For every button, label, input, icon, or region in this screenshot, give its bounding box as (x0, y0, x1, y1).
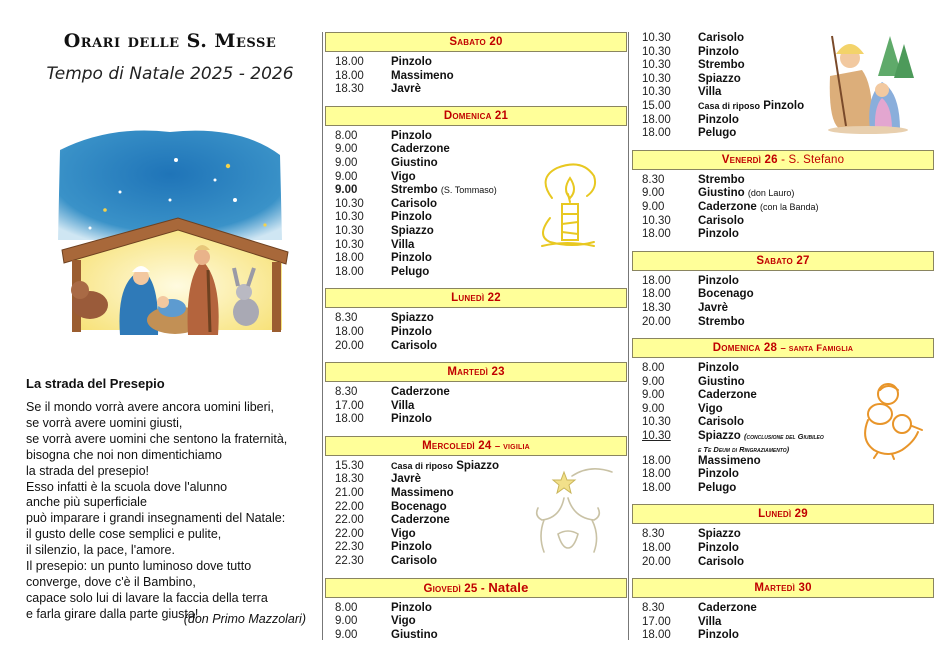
mass-place-cell (698, 629, 739, 643)
mass-place: Spiazzo (698, 528, 741, 541)
mass-place-cell (391, 56, 432, 70)
mass-place-cell (391, 83, 421, 97)
mass-place: Vigo (698, 402, 723, 415)
mass-row (632, 187, 934, 201)
mass-place: Pinzolo (763, 99, 805, 112)
mass-time: 20.00 (642, 315, 671, 328)
mass-time: 10.30 (642, 214, 671, 227)
mass-time: 18.00 (642, 629, 671, 642)
poem-line: converge, dove c'è il Bambino, (26, 574, 196, 589)
mass-place-cell (698, 455, 761, 469)
mass-time: 18.00 (335, 252, 364, 265)
day-header-label: Martedì 30 (754, 582, 812, 595)
poem-line: Se il mondo vorrà avere ancora uomini liberi, (26, 400, 275, 414)
day-header-label: Lunedì 22 (451, 292, 501, 305)
mass-time: 10.30 (642, 72, 671, 85)
day-header-label: Domenica 28 (712, 342, 778, 355)
mass-place-cell (391, 528, 416, 542)
mass-row (325, 130, 627, 144)
mass-place-cell (391, 239, 414, 253)
mass-place: Villa (391, 399, 415, 412)
mass-place-cell (391, 555, 437, 569)
mass-place-cell (698, 430, 824, 444)
mass-time: 8.00 (335, 129, 358, 142)
mass-place: Caderzone (698, 200, 757, 213)
mass-time: 22.30 (335, 555, 364, 568)
poem-line: Esso infatti è la scuola dove l'alunno (26, 479, 228, 494)
mass-row (325, 326, 627, 340)
mass-place: Pinzolo (391, 129, 432, 142)
poem-line: se vorrà avere uomini che sentono la fraternità, (26, 431, 288, 446)
day-header (325, 436, 627, 456)
mass-row (325, 83, 627, 97)
day-header (632, 578, 934, 598)
day-header-label: Martedì 23 (447, 366, 505, 379)
mass-time: 18.00 (642, 481, 671, 494)
mass-place: Massimeno (391, 487, 454, 500)
mass-place: Pinzolo (391, 541, 432, 554)
day-header (632, 504, 934, 524)
mass-place-cell (698, 556, 744, 570)
mass-row (632, 201, 934, 215)
mass-time: 18.00 (642, 542, 671, 555)
day-header-label: Mercoledì 24 (422, 439, 492, 452)
day-header-subtitle: Natale (488, 579, 529, 595)
mass-time: 9.00 (335, 628, 358, 641)
mass-row (325, 629, 627, 643)
mass-time: 18.00 (642, 228, 671, 241)
mass-row (325, 413, 627, 427)
mass-place-cell (391, 130, 432, 144)
nativity-star-icon (530, 458, 615, 553)
shepherd-illustration (820, 26, 915, 136)
mass-row (325, 340, 627, 354)
mass-time: 10.30 (642, 86, 671, 99)
mass-place-cell (391, 225, 434, 239)
mass-place: Villa (391, 238, 415, 251)
mass-place-cell (391, 602, 432, 616)
mass-place-cell (698, 482, 736, 496)
mass-place-cell (391, 312, 434, 326)
mass-place: Carisolo (391, 197, 438, 210)
mass-note: (don Lauro) (747, 188, 795, 199)
mass-place: Pinzolo (391, 211, 432, 224)
mass-row (325, 70, 627, 84)
mass-place: Pinzolo (391, 56, 432, 68)
mass-time: 18.00 (642, 274, 671, 287)
day-header-label: Lunedì 29 (758, 508, 808, 521)
mass-place: Spiazzo (391, 224, 434, 237)
mass-row (632, 528, 934, 542)
mass-place: Vigo (391, 615, 416, 628)
mass-time: 18.30 (642, 301, 671, 314)
mass-time: 18.00 (642, 127, 671, 140)
poem-line: può imparare i grandi insegnamenti del Natale: (26, 511, 286, 526)
mass-place-cell (698, 46, 739, 60)
mass-time: 18.30 (335, 473, 364, 486)
mass-row (325, 56, 627, 70)
day-section (632, 150, 934, 242)
mass-place: Spiazzo (698, 72, 741, 85)
mass-place: Javrè (391, 83, 422, 96)
mass-place: Pinzolo (391, 325, 432, 338)
mass-time: 10.30 (642, 59, 671, 72)
mass-place-cell (698, 376, 745, 390)
mass-time: 9.00 (335, 156, 358, 169)
mass-place: Pinzolo (698, 468, 739, 481)
mass-place: Carisolo (698, 555, 745, 568)
mass-time: 9.00 (335, 170, 358, 183)
mass-time: 22.00 (335, 514, 364, 527)
mass-place-cell (391, 473, 421, 487)
mass-row (632, 302, 934, 316)
mass-place: Spiazzo (391, 312, 434, 325)
mass-place-cell (698, 215, 744, 229)
mass-place: Massimeno (391, 69, 454, 82)
day-section (632, 578, 934, 643)
mass-place-cell (391, 211, 432, 225)
mass-place: Strembo (698, 173, 745, 186)
mass-place-cell (391, 184, 497, 198)
mass-place-cell (391, 541, 432, 555)
mass-time: 9.00 (642, 375, 665, 388)
day-header-label: Sabato 20 (449, 36, 503, 48)
mass-time: 9.00 (642, 200, 665, 213)
day-header (632, 338, 934, 358)
day-header (632, 150, 934, 170)
mass-place: Vigo (391, 527, 416, 540)
mass-time: 8.30 (335, 386, 358, 399)
mass-time: 18.00 (335, 265, 364, 278)
poem-line: il gusto delle cose semplici e pulite, (26, 527, 222, 542)
mass-place-cell (698, 228, 739, 242)
mass-row (325, 252, 627, 266)
page-title: Orari delle S. Messe (63, 30, 277, 52)
mass-time: 8.30 (642, 173, 665, 186)
poem-body (26, 400, 287, 623)
nativity-illustration (50, 120, 290, 345)
mass-row (632, 602, 934, 616)
mass-time: 17.00 (335, 399, 364, 412)
mass-place-cell (698, 73, 741, 87)
mass-place-prefix: Casa di riposo (698, 100, 761, 111)
mass-time: 18.00 (642, 288, 671, 301)
mass-place-cell (698, 389, 757, 403)
poem-line: anche più superficiale (26, 495, 147, 510)
mass-place-cell (391, 70, 454, 84)
mass-row (632, 556, 934, 570)
day-section (325, 578, 627, 643)
mass-time: 8.30 (335, 312, 358, 325)
mass-place: Carisolo (698, 416, 745, 429)
mass-place: Pinzolo (698, 228, 739, 241)
mass-place-cell (698, 100, 804, 114)
mass-row (632, 629, 934, 643)
mass-time: 9.00 (642, 389, 665, 402)
mass-time: 10.30 (642, 430, 671, 443)
mass-place-cell (391, 252, 432, 266)
mass-place: Strembo (698, 59, 745, 72)
mass-row (325, 602, 627, 616)
mass-place-cell (391, 198, 437, 212)
mass-note-continued: e Te Deum di Ringraziamento) (698, 444, 790, 454)
day-header-subtitle: – santa Famiglia (780, 343, 854, 355)
mass-time: 15.00 (642, 99, 671, 112)
mass-place-cell (698, 403, 723, 417)
mass-time: 10.30 (335, 238, 364, 251)
mass-place: Villa (698, 615, 722, 628)
mass-row (325, 143, 627, 157)
mass-time: 9.00 (642, 187, 665, 200)
mass-row (632, 174, 934, 188)
mass-row (632, 215, 934, 229)
mass-note: (conclusione del Giubileo (744, 432, 824, 442)
mass-place: Pelugo (698, 481, 737, 494)
mass-place: Strembo (391, 184, 438, 197)
day-header-label: Domenica 21 (443, 109, 509, 122)
mass-place: Giustino (391, 628, 438, 641)
mass-row (632, 228, 934, 242)
mass-place: Javrè (391, 473, 422, 486)
holy-family-icon (858, 380, 926, 460)
mass-place-cell (698, 602, 757, 616)
mass-time: 8.30 (642, 528, 665, 541)
mass-time: 22.30 (335, 541, 364, 554)
mass-place: Spiazzo (456, 459, 500, 472)
mass-place: Pinzolo (698, 629, 739, 642)
day-header (325, 32, 627, 52)
column-divider (322, 32, 323, 640)
mass-note: (con la Banda) (760, 201, 819, 212)
mass-row (325, 555, 627, 569)
mass-place-cell (698, 32, 744, 46)
mass-place-cell (391, 386, 450, 400)
day-header-label: Venerdì 26 (721, 153, 778, 166)
day-header-subtitle: - S. Stefano (781, 153, 845, 166)
mass-place-cell (391, 615, 416, 629)
mass-row (632, 542, 934, 556)
mass-time: 18.00 (335, 56, 364, 68)
mass-place: Caderzone (698, 602, 757, 615)
mass-place-cell (391, 413, 432, 427)
mass-place-cell (698, 174, 745, 188)
mass-place-cell (391, 629, 438, 643)
mass-place: Carisolo (698, 214, 745, 227)
mass-place-cell (698, 528, 741, 542)
mass-place: Caderzone (391, 514, 450, 527)
day-header (325, 578, 627, 598)
page-subtitle: Tempo di Natale 2025 - 2026 (46, 64, 294, 84)
mass-row (325, 312, 627, 326)
mass-row (325, 266, 627, 280)
mass-time: 8.00 (335, 601, 358, 614)
mass-place-cell (391, 400, 414, 414)
mass-place: Villa (698, 86, 722, 99)
mass-place: Caderzone (391, 143, 450, 156)
day-section (325, 362, 627, 427)
mass-time: 21.00 (335, 487, 364, 500)
mass-place: Pinzolo (391, 252, 432, 265)
poem-line: e farla girare dalla parte giusta! (26, 606, 199, 621)
mass-place-cell (698, 288, 754, 302)
mass-time: 8.30 (642, 602, 665, 615)
mass-place: Javrè (698, 301, 729, 314)
mass-place-cell (391, 487, 454, 501)
mass-time: 9.00 (335, 184, 358, 197)
mass-place-cell (698, 275, 739, 289)
mass-time: 9.00 (335, 615, 358, 628)
column-divider (628, 32, 629, 640)
mass-time: 15.30 (335, 459, 364, 472)
poem-line: bisogna che noi non dimentichiamo (26, 447, 222, 462)
mass-place-cell (698, 59, 745, 73)
mass-place-cell (698, 316, 745, 330)
day-header (325, 288, 627, 308)
mass-row (632, 275, 934, 289)
mass-time: 10.30 (642, 416, 671, 429)
mass-place-cell (391, 157, 438, 171)
mass-place-cell (391, 340, 437, 354)
poem-line: se vorrà avere uomini giusti, (26, 415, 183, 430)
poem-line: la strada del presepio! (26, 463, 149, 478)
mass-time: 9.00 (335, 143, 358, 156)
mass-place-cell (698, 416, 744, 430)
mass-row (325, 400, 627, 414)
mass-row (325, 386, 627, 400)
mass-time: 8.00 (642, 362, 665, 375)
mass-time: 22.00 (335, 500, 364, 513)
mass-place: Pinzolo (698, 542, 739, 555)
day-section (325, 288, 627, 353)
mass-time: 9.00 (642, 402, 665, 415)
mass-place: Massimeno (698, 454, 761, 467)
mass-row (632, 468, 934, 482)
mass-time: 18.00 (642, 454, 671, 467)
mass-time: 10.30 (642, 32, 671, 44)
day-header (632, 251, 934, 271)
mass-time: 18.00 (642, 113, 671, 126)
mass-place: Carisolo (391, 555, 438, 568)
mass-place: Giustino (391, 156, 438, 169)
mass-time: 17.00 (642, 615, 671, 628)
mass-row (325, 615, 627, 629)
mass-time: 18.00 (335, 69, 364, 82)
mass-time: 18.00 (335, 325, 364, 338)
mass-time: 18.00 (642, 468, 671, 481)
mass-place: Pelugo (698, 127, 737, 140)
mass-place-cell (698, 86, 721, 100)
mass-place: Bocenago (698, 288, 754, 301)
mass-row (632, 482, 934, 496)
mass-place-cell (391, 326, 432, 340)
mass-place: Vigo (391, 170, 416, 183)
mass-place: Bocenago (391, 500, 447, 513)
mass-place: Pinzolo (698, 274, 739, 287)
mass-place: Pinzolo (698, 362, 739, 375)
day-header-subtitle: – vigilia (494, 440, 530, 452)
mass-time: 20.00 (642, 555, 671, 568)
mass-place: Pinzolo (698, 113, 739, 126)
mass-place-cell (698, 187, 794, 201)
poem-line: capace solo lui di lavare la faccia della terra (26, 590, 268, 605)
mass-place-cell (391, 171, 416, 185)
day-header-label: Giovedì 25 - (423, 582, 485, 595)
poem-title: La strada del Presepio (26, 376, 165, 391)
mass-time: 10.30 (642, 45, 671, 58)
mass-place-cell (391, 143, 450, 157)
candle-icon (532, 158, 602, 250)
mass-time: 10.30 (335, 224, 364, 237)
mass-note: (S. Tommaso) (440, 185, 497, 196)
mass-place-cell (391, 460, 499, 474)
mass-time: 10.30 (335, 197, 364, 210)
mass-place-cell (698, 468, 739, 482)
mass-row (632, 288, 934, 302)
mass-place-cell (391, 266, 429, 280)
poem-line: il silenzio, la pace, l'amore. (26, 543, 175, 558)
mass-place-cell (698, 542, 739, 556)
mass-place-cell (391, 501, 447, 515)
mass-place: Carisolo (391, 339, 438, 352)
day-header-label: Sabato 27 (756, 254, 810, 267)
mass-place-prefix: Casa di riposo (391, 460, 454, 471)
mass-row (632, 616, 934, 630)
mass-place: Pinzolo (391, 413, 432, 426)
mass-place: Giustino (698, 375, 745, 388)
mass-time: 10.30 (335, 211, 364, 224)
mass-place-cell (698, 302, 728, 316)
mass-time: 18.00 (335, 413, 364, 426)
poem-line: Il presepio: un punto luminoso dove tutto (26, 559, 252, 574)
mass-place-cell (698, 201, 819, 215)
mass-place: Carisolo (698, 32, 745, 44)
mass-place: Pinzolo (391, 601, 432, 614)
mass-time: 22.00 (335, 527, 364, 540)
mass-row (632, 316, 934, 330)
mass-time: 20.00 (335, 339, 364, 352)
mass-place-cell (698, 362, 739, 376)
mass-place-cell (391, 514, 450, 528)
day-header (325, 106, 627, 126)
mass-place: Caderzone (391, 386, 450, 399)
mass-row (632, 362, 934, 376)
mass-place-cell (698, 616, 721, 630)
mass-time: 18.30 (335, 83, 364, 96)
mass-place: Strembo (698, 315, 745, 328)
day-header (325, 362, 627, 382)
mass-place: Caderzone (698, 389, 757, 402)
mass-place: Pelugo (391, 265, 430, 278)
mass-place-cell (698, 114, 739, 128)
day-section (325, 32, 627, 97)
day-section (632, 251, 934, 329)
poem-author: (don Primo Mazzolari) (183, 612, 306, 626)
mass-place-cell (698, 127, 736, 141)
mass-place: Pinzolo (698, 45, 739, 58)
mass-place: Spiazzo (698, 430, 741, 443)
mass-place: Giustino (698, 187, 745, 200)
day-section (632, 504, 934, 569)
